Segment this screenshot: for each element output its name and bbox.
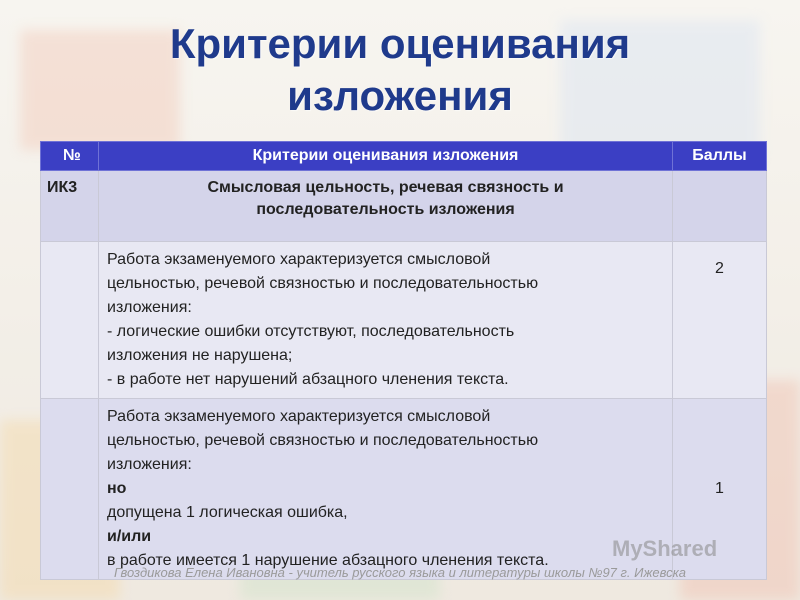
description-line: Работа экзаменуемого характеризуется смысловой xyxy=(107,408,491,425)
footer-credit: Гвоздикова Елена Ивановна - учитель русского языка и литературы школы №97 г. Ижевска xyxy=(113,565,686,580)
page-title xyxy=(0,18,800,122)
page-title-line1: Критерии оценивания xyxy=(169,20,631,67)
row-num-empty xyxy=(41,242,99,399)
header-score: Баллы xyxy=(673,142,767,171)
criterion-title-line: последовательность изложения xyxy=(256,201,515,218)
description-line: изложения: xyxy=(107,299,192,316)
row-score: 1 xyxy=(673,399,767,580)
page-title-line2: изложения xyxy=(287,72,513,119)
description-line: цельностью, речевой связностью и последовательностью xyxy=(107,432,539,449)
table-header-row xyxy=(41,142,767,171)
description-line: - в работе нет нарушений абзацного членения текста. xyxy=(107,371,509,388)
description-line: изложения: xyxy=(107,456,192,473)
criteria-table xyxy=(40,141,767,580)
description-connector: и/или xyxy=(107,528,152,545)
row-description xyxy=(99,242,673,399)
criterion-score-empty xyxy=(673,171,767,242)
header-criteria: Критерии оценивания изложения xyxy=(99,142,673,171)
header-num: № xyxy=(41,142,99,171)
watermark-logo: MyShared xyxy=(612,536,718,561)
description-line: цельностью, речевой связностью и последовательностью xyxy=(107,275,539,292)
criterion-title xyxy=(99,171,673,242)
description-line: Работа экзаменуемого характеризуется смысловой xyxy=(107,251,491,268)
table-row xyxy=(41,242,767,399)
description-line: допущена 1 логическая ошибка, xyxy=(107,504,348,521)
description-line: в работе имеется 1 нарушение абзацного членения текста. xyxy=(107,552,549,569)
row-description xyxy=(99,399,673,580)
row-num-empty xyxy=(41,399,99,580)
criterion-row xyxy=(41,171,767,242)
description-line: изложения не нарушена; xyxy=(107,347,293,364)
description-line: - логические ошибки отсутствуют, последовательность xyxy=(107,323,515,340)
description-connector: но xyxy=(107,480,127,497)
criterion-title-line: Смысловая цельность, речевая связность и xyxy=(207,179,564,196)
row-score: 2 xyxy=(673,242,767,399)
criterion-code: ИК3 xyxy=(41,171,99,242)
